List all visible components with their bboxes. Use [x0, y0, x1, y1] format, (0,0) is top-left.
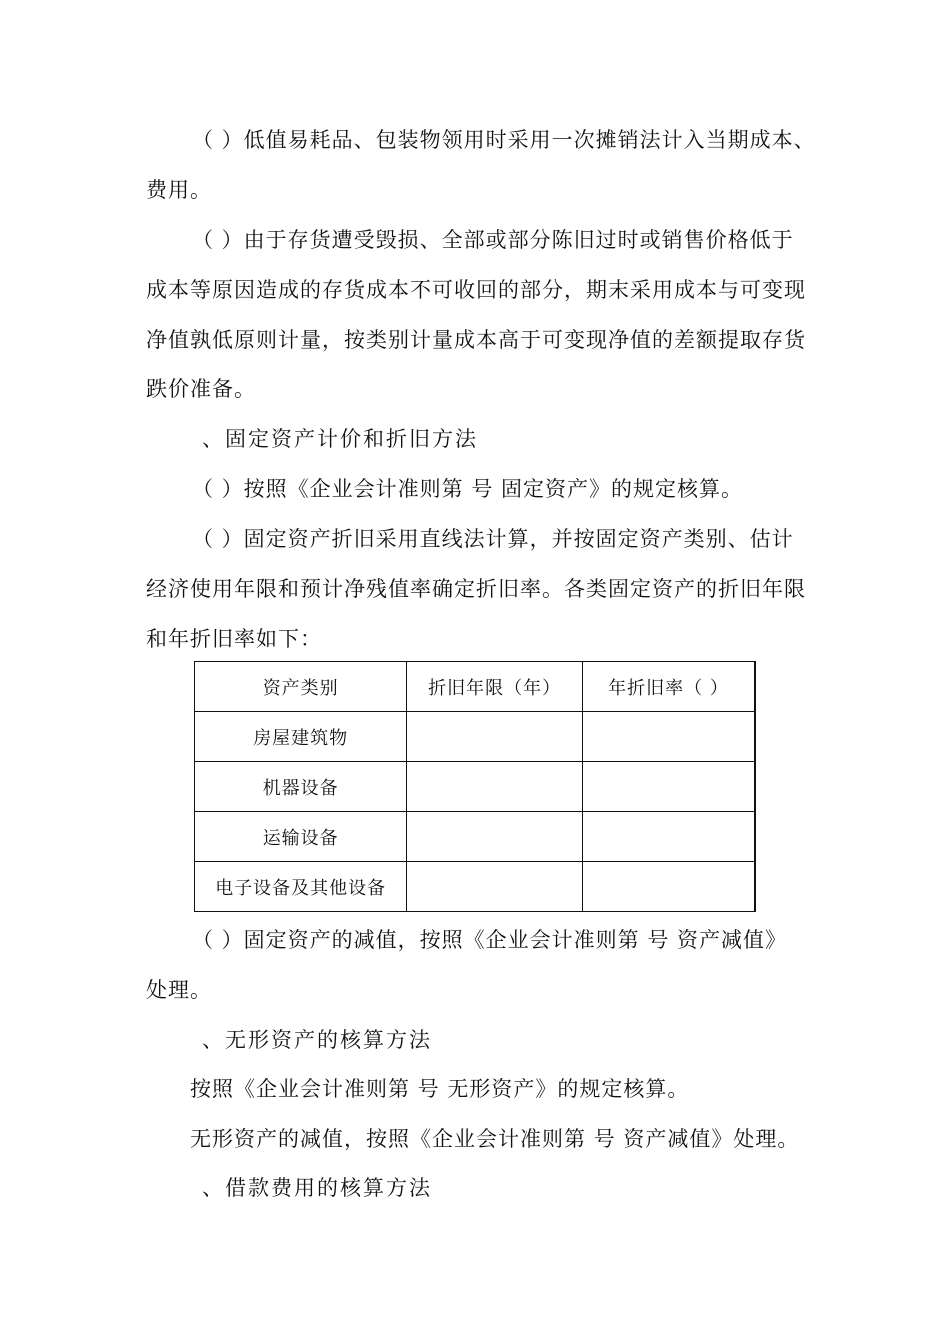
paragraph-line: 按照《企业会计准则第 号 无形资产》的规定核算。	[190, 1077, 690, 1101]
paragraph-line: （ ）固定资产的减值，按照《企业会计准则第 号 资产减值》	[192, 928, 788, 952]
paragraph-line: 净值孰低原则计量，按类别计量成本高于可变现净值的差额提取存货	[146, 328, 806, 352]
table-header-row	[195, 662, 756, 712]
table-cell	[407, 812, 583, 862]
table-cell	[407, 762, 583, 812]
paragraph-line: 无形资产的减值，按照《企业会计准则第 号 资产减值》处理。	[190, 1127, 800, 1151]
section-heading-intangible-assets: 、无形资产的核算方法	[202, 1028, 432, 1052]
paragraph-line: （ ）按照《企业会计准则第 号 固定资产》的规定核算。	[192, 477, 744, 501]
table-row	[195, 762, 756, 812]
section-heading-borrowing-costs: 、借款费用的核算方法	[202, 1176, 432, 1200]
table-cell	[582, 762, 755, 812]
table-header-cell: 年折旧率（ ）	[582, 662, 755, 712]
table-header-cell: 折旧年限（年）	[407, 662, 583, 712]
table-cell	[582, 712, 755, 762]
table-header-cell: 资产类别	[195, 662, 407, 712]
table-row	[195, 812, 756, 862]
table-cell	[407, 712, 583, 762]
paragraph-line: 处理。	[146, 978, 212, 1002]
paragraph-line: 和年折旧率如下：	[146, 627, 322, 651]
table-cell: 运输设备	[195, 812, 407, 862]
table-cell	[582, 812, 755, 862]
paragraph-line: 经济使用年限和预计净残值率确定折旧率。各类固定资产的折旧年限	[146, 577, 806, 601]
paragraph-line: 成本等原因造成的存货成本不可收回的部分，期末采用成本与可变现	[146, 278, 806, 302]
table-cell	[407, 862, 583, 912]
table-row	[195, 862, 756, 912]
table-cell: 房屋建筑物	[195, 712, 407, 762]
table-cell	[582, 862, 755, 912]
table-row	[195, 712, 756, 762]
table-cell: 机器设备	[195, 762, 407, 812]
depreciation-table	[194, 661, 756, 912]
paragraph-line: （ ）由于存货遭受毁损、全部或部分陈旧过时或销售价格低于	[192, 228, 794, 252]
table-cell: 电子设备及其他设备	[195, 862, 407, 912]
paragraph-line: 跌价准备。	[146, 377, 256, 401]
paragraph-line: 费用。	[146, 178, 212, 202]
section-heading-fixed-assets: 、固定资产计价和折旧方法	[202, 427, 478, 451]
paragraph-line: （ ）固定资产折旧采用直线法计算，并按固定资产类别、估计	[192, 527, 794, 551]
paragraph-line: （ ）低值易耗品、包装物领用时采用一次摊销法计入当期成本、	[192, 128, 816, 152]
